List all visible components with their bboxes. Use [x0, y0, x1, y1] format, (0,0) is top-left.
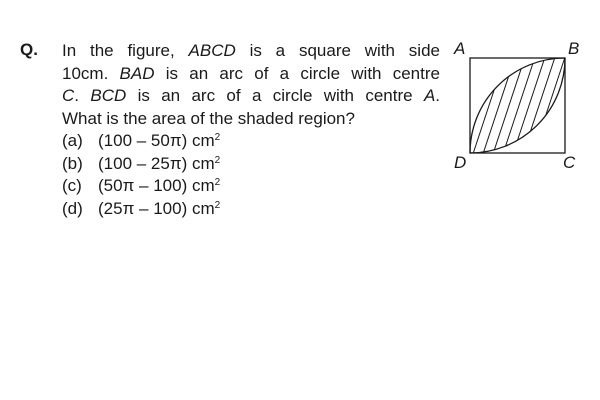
math-label: A	[423, 86, 436, 105]
answer-option	[62, 130, 440, 153]
option-text: (25π – 100) cm	[98, 198, 215, 218]
vertex-label-c: C	[563, 153, 576, 172]
option-text: (100 – 50π) cm	[98, 131, 215, 150]
option-label: (d)	[62, 198, 83, 218]
square-arc-figure	[450, 34, 580, 174]
math-label: BCD	[90, 86, 127, 105]
text-run: is a square with side	[235, 41, 440, 60]
text-run: is an arc of a circle with centre	[126, 86, 424, 105]
option-label: (a)	[62, 131, 83, 150]
option-exponent: 2	[214, 177, 221, 188]
question-text	[62, 40, 440, 130]
vertex-label-a: A	[454, 39, 466, 58]
option-exponent: 2	[214, 199, 221, 211]
option-text: (100 – 25π) cm	[98, 153, 215, 173]
math-label: C	[62, 86, 75, 105]
question-line	[62, 40, 440, 63]
option-label: (c)	[62, 176, 82, 195]
question-line	[62, 108, 440, 131]
text-run: What is the area of the shaded region?	[62, 108, 355, 128]
option-text: (50π – 100) cm	[98, 176, 215, 195]
math-label: ABCD	[188, 41, 236, 60]
option-exponent: 2	[214, 132, 221, 143]
question-number: Q.	[20, 40, 38, 59]
answer-option	[62, 198, 440, 221]
option-exponent: 2	[214, 154, 221, 166]
question-line	[62, 63, 440, 86]
answer-options	[62, 130, 440, 220]
text-run: In the figure,	[62, 41, 189, 60]
math-label: BAD	[119, 63, 155, 83]
text-run: .	[435, 86, 441, 105]
vertex-label-d: D	[454, 153, 467, 172]
answer-option	[62, 175, 440, 198]
answer-option	[62, 153, 440, 176]
question-body	[62, 40, 440, 220]
text-run: is an arc of a circle with centre	[154, 63, 440, 83]
vertex-label-b: B	[568, 39, 580, 58]
shaded-region-hatching	[460, 48, 580, 163]
text-run: 10cm.	[62, 63, 120, 83]
option-label: (b)	[62, 153, 83, 173]
question-line	[62, 85, 440, 108]
text-run: .	[74, 86, 91, 105]
